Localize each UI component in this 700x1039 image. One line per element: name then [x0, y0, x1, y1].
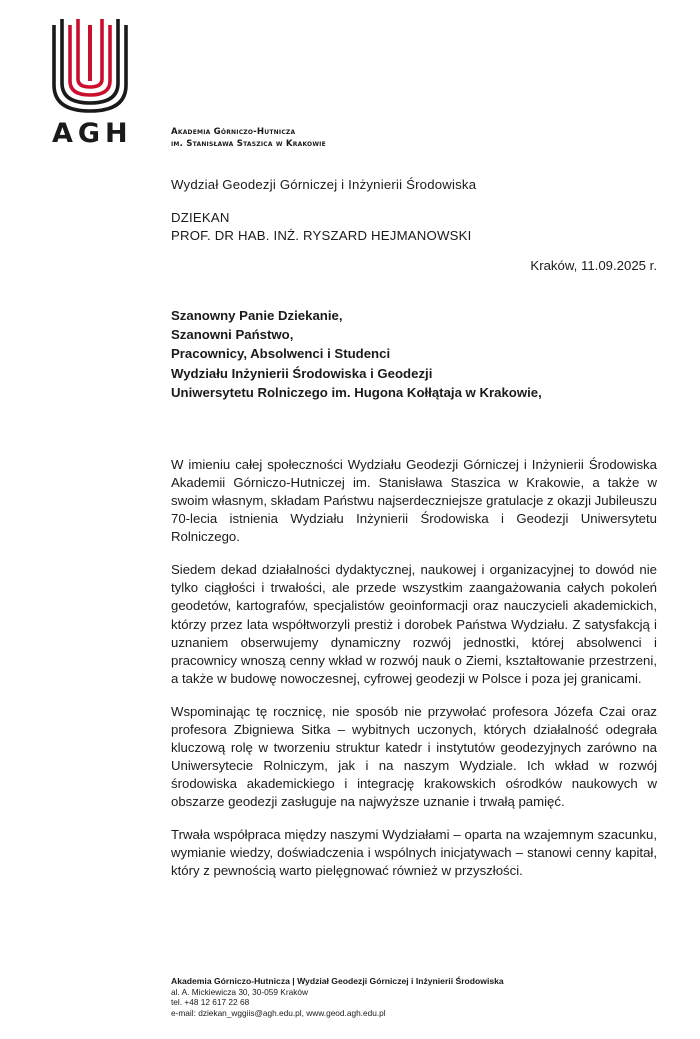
body-paragraph: Trwała współpraca między naszymi Wydziałami – oparta na wzajemnym szacunku, wymianie wiedzy, doświadczenia i wspólnych inicjatywach – stanowi cenny kapitał, który z pewnością warto pielęgnować również w przyszłości.	[171, 827, 657, 879]
footer-phone: tel. +48 12 617 22 68	[171, 997, 250, 1008]
letter-body	[171, 456, 657, 895]
salutation-line: Pracownicy, Absolwenci i Studenci	[171, 346, 391, 362]
salutation	[171, 306, 542, 402]
footer	[171, 976, 504, 1018]
letter-date: Kraków, 11.09.2025 r.	[530, 258, 657, 273]
body-paragraph: W imieniu całej społeczności Wydziału Geodezji Górniczej i Inżynierii Środowiska Akademii Górniczo-Hutniczej im. Stanisława Staszica w Krakowie, a także w swoim własnym, składam Państwu najserdeczniejsze gratulacje z okazji Jubileuszu 70-lecia istnienia Wydziału Inżynierii Środowiska i Geodezji Uniwersytetu Rolniczego.	[171, 457, 657, 545]
faculty-name: Wydział Geodezji Górniczej i Inżynierii Środowiska	[171, 177, 477, 192]
university-name-line1: Akademia Górniczo-Hutnicza	[171, 127, 296, 137]
footer-line1: Akademia Górniczo-Hutnicza | Wydział Geodezji Górniczej i Inżynierii Środowiska	[171, 976, 504, 986]
body-paragraph: Wspominając tę rocznicę, nie sposób nie przywołać profesora Józefa Czai oraz profesora Zbigniewa Sitka – wybitnych uczonych, których działalność odegrała kluczową rolę w tworzeniu struktur katedr i instytutów geodezyjnych zarówno na Uniwersytecie Rolniczym, jak i na naszym Wydziale. Ich wkład w rozwój środowiska akademickiego i integrację krakowskich ośrodków naukowych w obszarze geodezji zasługuje na najwyższe uznanie i trwałą pamięć.	[171, 703, 657, 810]
university-name-line2: im. Stanisława Staszica w Krakowie	[171, 138, 326, 149]
footer-contact: e-mail: dziekan_wggiis@agh.edu.pl, www.geod.agh.edu.pl	[171, 1007, 386, 1018]
agh-logo-mark-icon	[52, 15, 128, 115]
dean-name: PROF. DR HAB. INŻ. RYSZARD HEJMANOWSKI	[171, 228, 472, 243]
university-name	[171, 127, 326, 150]
salutation-line: Uniwersytetu Rolniczego im. Hugona Kołłątaja w Krakowie,	[171, 384, 542, 400]
salutation-line: Szanowny Panie Dziekanie,	[171, 308, 343, 323]
salutation-line: Wydziału Inżynierii Środowiska i Geodezji	[171, 365, 433, 381]
logo-text: AGH	[52, 118, 133, 149]
salutation-line: Szanowni Państwo,	[171, 327, 294, 343]
body-paragraph: Siedem dekad działalności dydaktycznej, naukowej i organizacyjnej to dowód nie tylko ciągłości i trwałości, ale przede wszystkim zaangażowania całych pokoleń geodetów, kartografów, specjalistów geoinformacji oraz nauczycieli akademickich, którzy przez lata współtworzyli prestiż i dorobek Państwa Wydziału. Z satysfakcją i uznaniem obserwujemy dynamiczny rozwój jednostki, której absolwenci i pracownicy wnoszą cenny wkład w rozwój nauk o Ziemi, kształtowanie przestrzeni, a także w budowę nowoczesnej, cyfrowej geodezji w Polsce i poza jej granicami.	[171, 562, 657, 686]
dean-title: DZIEKAN	[171, 210, 230, 225]
footer-address: al. A. Mickiewicza 30, 30-059 Kraków	[171, 986, 308, 997]
